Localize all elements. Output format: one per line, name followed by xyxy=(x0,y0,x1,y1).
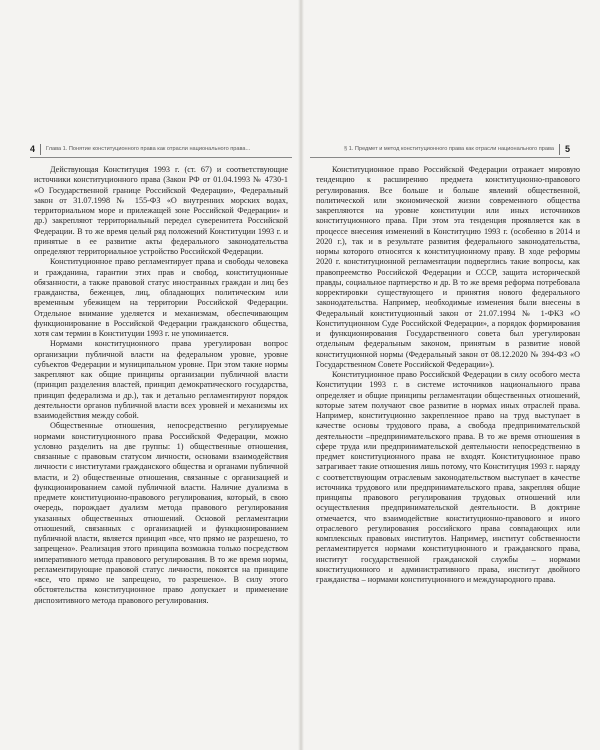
left-body-text xyxy=(34,165,288,606)
right-page-number: 5 xyxy=(564,144,570,154)
left-running-head-title: Глава 1. Понятие конституционного права как отрасли национального права... xyxy=(46,146,251,152)
running-head-divider xyxy=(559,144,560,155)
left-running-head xyxy=(30,141,292,157)
paragraph: Общественные отношения, непосредственно регулируемые нормами конституционного права Российской Федерации, можно условно разделить на две группы: 1) общественные отношения, связанные с правовым статусом личности, основами взаимодействия личности с институтами гражданского общества и органами публичной власти, и 2) общественные отношения, связанные с организацией и функционированием самой публичной власти. Наличие дуализма в предмете конституционно-правового регулирования, который, в свою очередь, порождает дуализм метода правового регулирования указанных общественных отношений. Основой регламентации отношений, связанных с организацией и функционированием публичной власти, является принцип «все, что прямо не разрешено, то запрещено». Реализация этого принципа возможна только посредством императивного метода правового регулирования. В то же время нормы, регламентирующие правовой статус личности, покоятся на принципе «все, что прямо не запрещено, то разрешено». В силу этого обстоятельства конституционное право допускает и применение диспозитивного метода правового регулирования. xyxy=(34,421,288,605)
right-running-head-title: § 1. Предмет и метод конституционного права как отрасли национального права xyxy=(344,146,554,152)
paragraph: Конституционное право Российской Федерации отражает мировую тенденцию к расширению предмета конституционно-правового регулирования. Все больше и больше явлений общественной, политической или экономической жизни современного общества закрепляются на уровне конституции или иных источников конституционного права. При этом эта тенденция проявляется как в процессе внесения изменений в Конституцию 1993 г. (особенно в 2014 и 2020 г.), так и в результате развития федерального законодательства, нормы которого относятся к конституционному праву. В ходе реформы 2020 г. конституционной регламентации подверглись такие вопросы, как правопреемство Российской Федерации и СССР, защита исторической правды, социальное партнерство и др. В то же время реформа потребовала корректировки существующего и принятия нового федерального законодательства. Например, необходимые изменения были внесены в Федеральный конституционный закон от 21.07.1994 № 1-ФКЗ «О Конституционном Суде Российской Федерации», а порядок формирования и функционирования Государственного совета был урегулирован отдельным федеральным законом, принятым в развитие новой конституционной нормы (Федеральный закон от 08.12.2020 № 394-ФЗ «О Государственном Совете Российской Федерации»). xyxy=(316,165,580,369)
running-head-divider xyxy=(40,144,41,155)
right-page xyxy=(304,0,600,750)
paragraph: Нормами конституционного права урегулирован вопрос организации публичной власти на федеральном уровне, уровне субъектов Федерации и муниципальном уровне. При этом такие нормы закрепляют как общие принципы организации публичной власти (принцип разделения властей, принцип демократического государства, принцип федерализма и др.), так и детально регламентируют порядок деятельности органов публичной власти всех уровней и механизмы их взаимодействия между собой. xyxy=(34,339,288,420)
paragraph: Конституционное право Российской Федерации в силу особого места Конституции 1993 г. в системе источников национального права определяет и общие принципы регламентации общественных отношений, которые затем получают свое развитие в нормах иных отраслей права. Например, конституционно закрепленное право на труд выступает в качестве основы трудового права, а свобода предпринимательской деятельности –предпринимательского права. В то же время отношения в сфере труда или предпринимательской деятельности непосредственно в предмет конституционного права не входят. Конституционное право затрагивает такие отношения лишь потому, что Конституция 1993 г. наряду с соответствующим отраслевым законодательством выступает в качестве источника трудового или предпринимательского права, закрепляя общие принципы правового регулирования трудовых отношений или осуществления предпринимательской деятельности. В доктрине отмечается, что взаимодействие конституционно-правового и иного отраслевого регулирования российского права совпадающих или комплексных правовых институтов. Например, институт собственности регламентируется нормами конституционного и гражданского права, институт государственной гражданской службы – нормами конституционного и административного права, институт двойного гражданства – нормами конституционного и международного права. xyxy=(316,370,580,584)
right-header-rule xyxy=(310,157,570,158)
right-running-head xyxy=(310,141,570,157)
left-page-number: 4 xyxy=(30,144,36,154)
left-header-rule xyxy=(30,157,292,158)
paragraph: Действующая Конституция 1993 г. (ст. 67) и соответствующие источники конституционного права (Закон РФ от 01.04.1993 № 4730-1 «О Государственной границе Российской Федерации», Федеральный закон от 31.07.1998 № 155-ФЗ «О внутренних морских водах, территориальном море и прилежащей зоне Российской Федерации» и др.) закрепляют территориальный передел суверенитета Российской Федерации. В то же время целый ряд положений Конституции 1993 г. и принятые в ее развитие акты федерального законодательства определяют территориальное устройство Российской Федерации. xyxy=(34,165,288,256)
right-body-text xyxy=(316,165,580,585)
paragraph: Конституционное право регламентирует права и свободы человека и гражданина, гарантии этих прав и свобод, конституционные обязанности, а также правовой статус иностранных граждан и лиц без гражданства, беженцев, лиц, обладающих политическим или временным убежищем на территории Российской Федерации. Отдельное внимание уделяется и механизмам, обеспечивающим функционирование в Российской Федерации гражданского общества, хотя сам термин в Конституции 1993 г. не упоминается. xyxy=(34,257,288,338)
left-page xyxy=(0,0,298,750)
